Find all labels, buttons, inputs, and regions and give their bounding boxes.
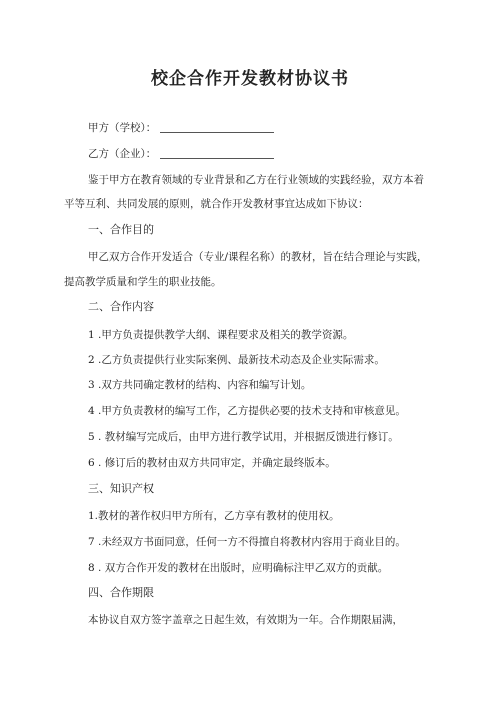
content-item-5: 5 . 教材编写完成后，由甲方进行教学试用，并根据反馈进行修订。 <box>88 431 399 443</box>
purpose-line-2: 提高教学质量和学生的职业技能。 <box>64 276 222 288</box>
content-item-6: 6 . 修订后的教材由双方共同审定，并确定最终版本。 <box>88 457 336 469</box>
content-item-4: 4 .甲方负责教材的编写工作，乙方提供必要的技术支持和审核意见。 <box>88 405 406 417</box>
content-item-1: 1 .甲方负责提供教学大纲、课程要求及相关的教学资源。 <box>88 329 354 341</box>
party-a-label: 甲方（学校）： <box>88 122 157 134</box>
document-title: 校企合作开发教材协议书 <box>151 69 349 89</box>
ip-item-1: 1.教材的著作权归甲方所有，乙方享有教材的使用权。 <box>88 510 340 522</box>
party-b-label: 乙方（企业）： <box>88 148 157 160</box>
section-heading-term: 四、合作期限 <box>88 586 154 599</box>
term-line-1: 本协议自双方签字盖章之日起生效，有效期为一年。合作期限届满， <box>88 614 403 626</box>
content-item-3: 3 .双方共同确定教材的结构、内容和编写计划。 <box>88 379 312 391</box>
party-b-blank <box>160 147 274 159</box>
party-a-blank <box>160 121 274 133</box>
section-heading-purpose: 一、合作目的 <box>88 223 154 236</box>
ip-item-3: 8 . 双方合作开发的教材在出版时，应明确标注甲乙双方的贡献。 <box>88 562 389 574</box>
section-heading-content: 二、合作内容 <box>88 300 154 313</box>
intro-line-1: 鉴于甲方在教育领域的专业背景和乙方在行业领域的实践经验，双方本着 <box>88 174 424 186</box>
purpose-line-1: 甲乙双方合作开发适合（专业/课程名称）的教材，旨在结合理论与实践， <box>88 251 428 263</box>
party-b-line <box>88 147 444 161</box>
intro-line-2: 平等互利、共同发展的原则，就合作开发教材事宜达成如下协议： <box>64 198 369 210</box>
ip-item-2: 7 .未经双方书面同意，任何一方不得擅自将教材内容用于商业目的。 <box>88 536 406 548</box>
content-item-2: 2 .乙方负责提供行业实际案例、最新技术动态及企业实际需求。 <box>88 354 385 366</box>
party-a-line <box>88 121 444 135</box>
section-heading-ip: 三、知识产权 <box>88 482 154 495</box>
